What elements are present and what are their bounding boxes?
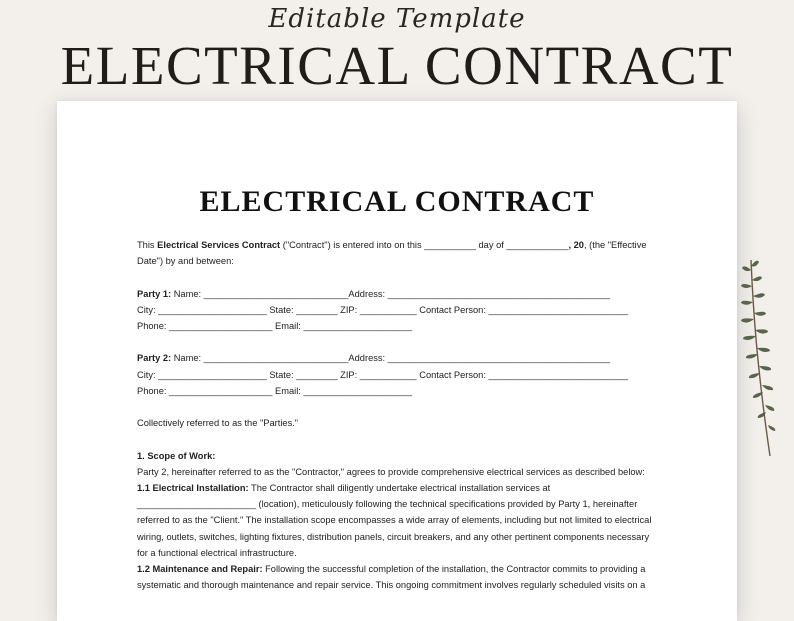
banner-script-heading: Editable Template — [268, 4, 526, 34]
party2-city-line: City: _____________________ State: ________ ZIP: ___________ Contact Person: ___________________________ — [137, 369, 629, 380]
party2-phone-line: Phone: ____________________ Email: _____________________ — [137, 385, 413, 396]
banner-title: ELECTRICAL CONTRACT — [60, 35, 734, 96]
party2-label: Party 2: — [137, 353, 172, 364]
item2-text: Following the successful completion of the installation, the Contractor commits to providing a systematic and thorough maintenance and repair service. This ongoing commitment involves regularly scheduled visits on a — [137, 564, 646, 591]
party1-phone-line: Phone: ____________________ Email: _____________________ — [137, 321, 413, 331]
section1-heading: 1. Scope of Work: — [137, 450, 216, 461]
rosemary-sprig-decoration — [715, 258, 794, 463]
party1-label: Party 1: — [137, 288, 172, 299]
intro-bold-year: , 20 — [568, 240, 584, 250]
party1-city-line: City: _____________________ State: ________ ZIP: ___________ Contact Person: ___________________________ — [137, 304, 629, 315]
section1-intro: Party 2, hereinafter referred to as the "Contractor," agrees to provide comprehensive electrical services as described below: — [137, 466, 645, 477]
party1-line1: Name: ____________________________Address: ___________________________________________ — [171, 288, 611, 299]
intro-bold-contract: Electrical Services Contract — [157, 240, 281, 250]
intro-paragraph — [137, 237, 657, 269]
document-page — [57, 101, 737, 621]
item1-text: The Contractor shall diligently undertake electrical installation services at _______________________ (location), meticulously following the technical specifications provided by Party 1, hereinafter referred to as the "Client." The installation scope encompasses a wide array of elements, including but not limited to electrical wiring, outlets, switches, lighting fixtures, distribution panels, circuit breakers, and any other pertinent components necessary for a functional electrical infrastructure. — [137, 482, 652, 558]
intro-text-3: , (the "Effective Date") by and between: — [137, 240, 647, 267]
collectively-line: Collectively referred to as the "Parties." — [137, 418, 299, 429]
party2-name-line — [137, 350, 657, 366]
party1-name-line — [137, 286, 657, 302]
section1-item2 — [137, 561, 657, 593]
document-title: ELECTRICAL CONTRACT — [199, 185, 595, 218]
item1-label: 1.1 Electrical Installation: — [137, 482, 249, 493]
section1-item1 — [137, 480, 657, 561]
item2-label: 1.2 Maintenance and Repair: — [137, 564, 263, 574]
document-body — [137, 237, 657, 593]
party2-line1: Name: ____________________________Address: ___________________________________________ — [171, 353, 611, 364]
intro-text-1: This — [137, 240, 158, 250]
intro-text-2: ("Contract") is entered into on this __________ day of ____________ — [280, 240, 569, 250]
